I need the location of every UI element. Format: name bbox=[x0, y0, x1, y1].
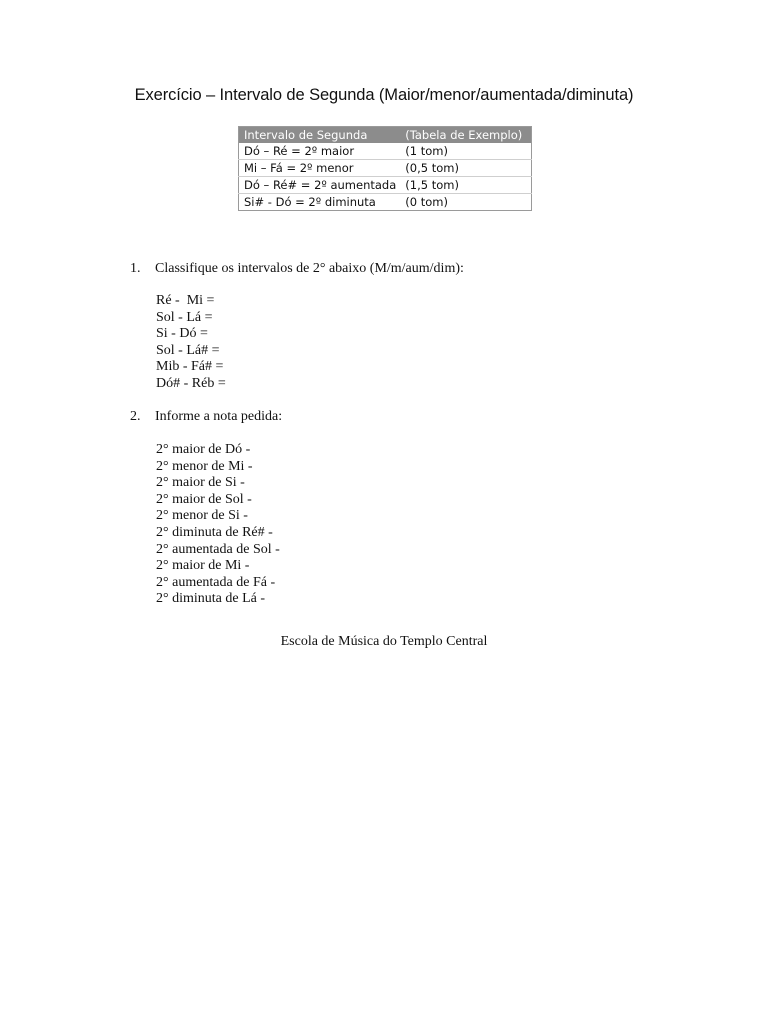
table-header-example: (Tabela de Exemplo) bbox=[400, 127, 531, 144]
table-cell-interval: Dó – Ré# = 2º aumentada bbox=[239, 177, 401, 194]
page-title: Exercício – Intervalo de Segunda (Maior/menor/aumentada/diminuta) bbox=[134, 86, 634, 104]
table-row bbox=[239, 160, 532, 177]
list-item: 2° aumentada de Fá - bbox=[156, 574, 276, 590]
list-item: 2° diminuta de Lá - bbox=[156, 591, 266, 607]
question-1-items bbox=[156, 293, 226, 393]
table-cell-interval: Dó – Ré = 2º maior bbox=[239, 143, 401, 160]
list-item: 2° maior de Sol - bbox=[156, 491, 252, 507]
list-item: 2° maior de Si - bbox=[156, 475, 245, 491]
table-header-interval: Intervalo de Segunda bbox=[239, 127, 401, 144]
footer-school-name: Escola de Música do Templo Central bbox=[280, 634, 488, 649]
table-row bbox=[239, 194, 532, 211]
list-item: Si - Dó = bbox=[156, 326, 208, 342]
table-row bbox=[239, 143, 532, 160]
list-item: Dó# - Réb = bbox=[156, 375, 226, 391]
list-item: 2° aumentada de Sol - bbox=[156, 541, 280, 557]
question-1-text: Classifique os intervalos de 2° abaixo (M/m/aum/dim): bbox=[155, 261, 464, 276]
question-2-number: 2. bbox=[130, 409, 141, 424]
question-1-number: 1. bbox=[130, 261, 141, 276]
list-item: Sol - Lá = bbox=[156, 309, 213, 325]
list-item: 2° maior de Dó - bbox=[156, 442, 251, 457]
list-item: 2° menor de Si - bbox=[156, 508, 248, 524]
list-item: Sol - Lá# = bbox=[156, 342, 220, 358]
table-cell-interval: Mi – Fá = 2º menor bbox=[239, 160, 401, 177]
list-item: Mib - Fá# = bbox=[156, 359, 224, 375]
list-item: 2° menor de Mi - bbox=[156, 458, 253, 474]
example-table bbox=[238, 126, 532, 211]
table-row bbox=[239, 177, 532, 194]
table-cell-tones: (0,5 tom) bbox=[400, 160, 531, 177]
question-2-text: Informe a nota pedida: bbox=[155, 409, 283, 424]
list-item: Ré - Mi = bbox=[156, 293, 215, 308]
table-header-row bbox=[239, 127, 532, 144]
question-2-items bbox=[156, 442, 280, 608]
list-item: 2° diminuta de Ré# - bbox=[156, 524, 273, 540]
table-cell-tones: (1 tom) bbox=[400, 143, 531, 160]
table-cell-tones: (1,5 tom) bbox=[400, 177, 531, 194]
table-cell-interval: Si# - Dó = 2º diminuta bbox=[244, 194, 376, 209]
list-item: 2° maior de Mi - bbox=[156, 558, 250, 574]
table-cell-tones: (0 tom) bbox=[405, 194, 448, 209]
